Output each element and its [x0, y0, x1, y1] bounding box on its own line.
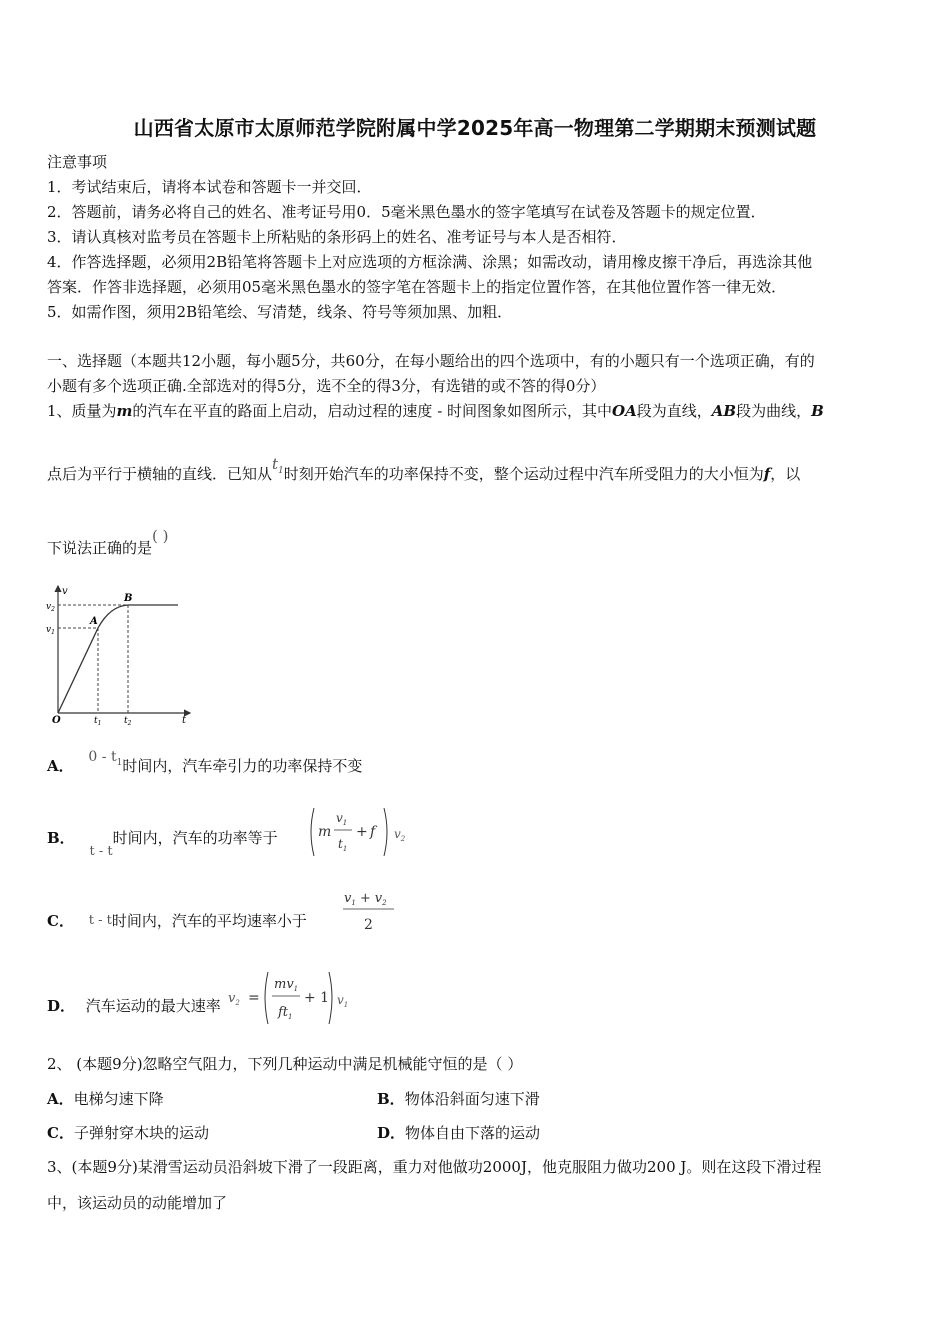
- question-1-line-1: 1、质量为m的汽车在平直的路面上启动，启动过程的速度 - 时间图象如图所示，其中OA段为直线，AB段为曲线，B: [47, 402, 824, 420]
- svg-text:v2: $v_2$: [394, 827, 406, 843]
- svg-text:2: 2: [364, 917, 373, 933]
- notice-item: 4．作答选择题，必须用2B铅笔将答题卡上对应选项的方框涂满、涂黑；如需改动，请用橡皮擦干净后，再选涂其他: [47, 253, 813, 271]
- axis-label-v: v: [62, 586, 68, 597]
- q1-option-a[interactable]: A． $0 - t_1$时间内，汽车牵引力的功率保持不变: [47, 749, 363, 775]
- interval-t1-t2: t - t: [89, 844, 113, 859]
- q1-option-c[interactable]: C． t - t时间内，汽车的平均速率小于: [47, 912, 307, 930]
- section-instructions: 一、选择题（本题共12小题，每小题5分，共60分，在每小题给出的四个选项中，有的小题只有一个选项正确，有的: [47, 352, 815, 370]
- question-3-line-2: 中，该运动员的动能增加了: [47, 1194, 228, 1212]
- formula-power: [308, 804, 412, 860]
- q2-option-d[interactable]: D．物体自由下落的运动: [377, 1124, 541, 1142]
- question-3-line-1: 3、(本题9分)某滑雪运动员沿斜坡下滑了一段距离，重力对他做功2000J，他克服阻力做功200 J。则在这段下滑过程: [47, 1158, 822, 1176]
- svg-text:v1: $v_1$: [336, 811, 348, 827]
- svg-text:t1: $t_1$: [338, 837, 348, 853]
- svg-text:f: f: [370, 824, 376, 840]
- svg-text:m: m: [318, 824, 332, 840]
- tick-t1: $t_1$: [94, 716, 102, 727]
- notice-item: 5．如需作图，须用2B铅笔绘、写清楚，线条、符号等须加黑、加粗．: [47, 303, 513, 321]
- notice-item: 2．答题前，请务必将自己的姓名、准考证号用0．5毫米黑色墨水的签字笔填写在试卷及答题卡的规定位置．: [47, 203, 766, 221]
- svg-text:mv1: $mv_1$: [274, 977, 299, 993]
- svg-text:ft1: $ft_1$: [278, 1005, 293, 1021]
- notice-item: 答案．作答非选择题，必须用05毫米黑色墨水的签字笔在答题卡上的指定位置作答，在其他位置作答一律无效．: [47, 278, 787, 296]
- svg-text:+ 1: + 1: [304, 990, 330, 1006]
- question-2-stem: 2、 (本题9分)忽略空气阻力，下列几种运动中满足机械能守恒的是（ ）: [47, 1055, 523, 1073]
- tick-v2: $v_2$: [46, 602, 55, 613]
- page-title: 山西省太原市太原师范学院附属中学2025年高一物理第二学期期末预测试题: [133, 116, 817, 140]
- tick-t2: $t_2$: [124, 716, 132, 727]
- notice-item: 1．考试结束后，请将本试卷和答题卡一并交回．: [47, 178, 372, 196]
- point-label-b: B: [124, 593, 133, 604]
- formula-max-speed: [226, 968, 356, 1026]
- question-1-line-3: 下说法正确的是( ): [47, 527, 169, 557]
- axis-label-t: t: [182, 715, 187, 726]
- q2-option-b[interactable]: B．物体沿斜面匀速下滑: [377, 1090, 540, 1108]
- t1-symbol: $t_1$: [272, 455, 284, 476]
- svg-text:v2: $v_2$: [228, 991, 240, 1007]
- svg-text:v1+v2: $v_1 + v_2$: [344, 891, 387, 907]
- q2-option-c[interactable]: C．子弹射穿木块的运动: [47, 1124, 209, 1142]
- tick-v1: $v_1$: [46, 625, 55, 636]
- interval-t1-t2: t - t: [88, 913, 112, 928]
- origin-label: O: [52, 715, 61, 726]
- velocity-curve: [58, 605, 178, 713]
- notice-heading: 注意事项: [47, 153, 108, 171]
- q1-option-b[interactable]: B． t - t时间内，汽车的功率等于: [47, 829, 278, 859]
- svg-text:+: +: [356, 824, 368, 840]
- svg-text:=: =: [248, 990, 260, 1006]
- velocity-time-graph: [44, 582, 194, 727]
- q1-option-d[interactable]: D． 汽车运动的最大速率: [47, 997, 221, 1015]
- svg-text:v1: $v_1$: [337, 993, 349, 1009]
- question-1-line-2: 点后为平行于横轴的直线．已知从$t_1$时刻开始汽车的功率保持不变，整个运动过程中汽车所受阻力的大小恒为f，以: [47, 455, 801, 483]
- formula-average-speed: [342, 884, 398, 934]
- notice-item: 3．请认真核对监考员在答题卡上所粘贴的条形码上的姓名、准考证号与本人是否相符．: [47, 228, 627, 246]
- q2-option-a[interactable]: A．电梯匀速下降: [47, 1090, 164, 1108]
- section-instructions: 小题有多个选项正确.全部选对的得5分，选不全的得3分，有选错的或不答的得0分）: [47, 377, 606, 395]
- point-label-a: A: [90, 616, 98, 627]
